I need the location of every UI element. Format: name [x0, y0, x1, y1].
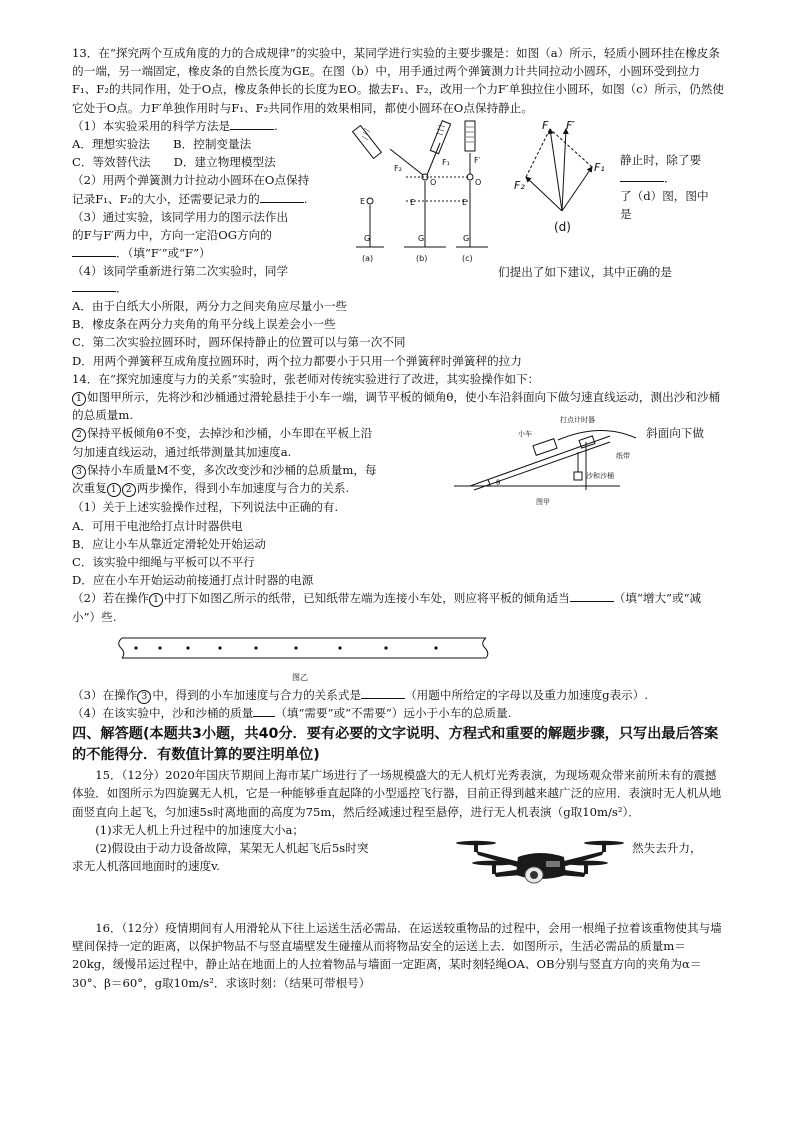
- label-F1: F₁: [442, 157, 450, 167]
- answer-blank[interactable]: [570, 589, 614, 602]
- q13-figure-block: （1）本实验采用的科学方法是 . A．理想实验法 B．控制变量法 C．等效替代法 D．建立物理模型法 （2）用两个弹簧测力计拉动小圆环在O点保持 记录F₁、F₂的大小，还需要记录力的 . （3）通过实验，该同学用力的图示法作出 的F与F′两力中，方向一定沿OG方向的 ．（填“F′”或“F”） （4）该同学重新进行第二次实验时，同学 E G E G O F₂ F₁ E G O F′ (a) (b) (c) F F′ F₁ F₂ (d) 静止时，除了要 ． 了（d）图，图中 是 们提出了如下建议，其中正确的是: [72, 117, 724, 279]
- answer-blank[interactable]: [260, 190, 304, 203]
- q13-p1: （1）本实验采用的科学方法是: [72, 118, 231, 133]
- q14-p3: （3）在操作: [72, 687, 138, 702]
- q13-optB: B．橡皮条在两分力夹角的角平分线上误差会小一些: [72, 317, 336, 332]
- q13-optC: C．第二次实验拉圆环时，圆环保持静止的位置可以与第一次不同: [72, 335, 406, 350]
- caption-yi: 图乙: [292, 672, 308, 682]
- answer-blank[interactable]: [361, 686, 405, 699]
- q14-s3b: 两步操作，得到小车加速度与合力的关系.: [136, 481, 350, 496]
- step-3-marker: 3: [137, 690, 151, 704]
- label-tape: 纸带: [616, 452, 630, 461]
- q15-p2a-right: 然失去升力，: [632, 841, 702, 856]
- q14-s2a: 保持平板倾角θ不变，去掉沙和沙桶，小车即在平板上沿: [87, 426, 373, 441]
- q14-p3c: （用题中所给定的字母以及重力加速度g表示）.: [405, 687, 649, 702]
- answer-blank[interactable]: [72, 244, 116, 257]
- q14-p2b: 中打下如图乙所示的纸带，已知纸带左端为连接小车处，则应将平板的倾角适当: [163, 591, 570, 606]
- q14-s2a-right: 斜面向下做: [646, 426, 704, 441]
- q13-p2a: （2）用两个弹簧测力计拉动小圆环在O点保持: [72, 173, 310, 188]
- label-O: O: [430, 177, 437, 187]
- q13-p3a: （3）通过实验，该同学用力的图示法作出: [72, 209, 289, 224]
- q15-p1: (1)求无人机上升过程中的加速度大小a；: [95, 822, 305, 837]
- q13-p2c: 记录F₁、F₂的大小，还需要记录力的: [72, 191, 260, 206]
- answer-blank[interactable]: [72, 279, 116, 292]
- step-1-marker: 1: [107, 483, 121, 497]
- label-E: E: [410, 197, 416, 207]
- q13-p3b-right: 是: [620, 207, 632, 222]
- label-E: E: [462, 197, 468, 207]
- q14-optD: D．应在小车开始运动前接通打点计时器的电源: [72, 573, 314, 588]
- q14-optA: A．可用干电池给打点计时器供电: [72, 518, 243, 533]
- step-2-marker: 2: [122, 483, 136, 497]
- q14-s2b: 匀加速直线运动，通过纸带测量其加速度a.: [72, 444, 292, 459]
- q14-p2c: （填“增大”或“减小”）些.: [72, 591, 702, 624]
- label-F2: F₂: [514, 178, 525, 192]
- q13-p3c: （填“F′”或“F”）: [127, 246, 211, 261]
- q14-s3b-pre: 次重复: [72, 481, 107, 496]
- label-theta: θ: [496, 479, 501, 488]
- q14-p3b: 中，得到的小车加速度与合力的关系式是: [152, 687, 362, 702]
- caption-d: (d): [554, 219, 571, 234]
- q13-p3b: 的F与F′两力中，方向一定沿OG方向的: [72, 228, 272, 243]
- q14-p4b: （填“需要”或“不需要”）远小于小车的总质量.: [275, 706, 512, 721]
- q13-figure-abc: [350, 119, 500, 269]
- q13-p4a-right: 们提出了如下建议，其中正确的是: [498, 264, 672, 279]
- q14-p2: （2）若在操作: [72, 591, 149, 606]
- q13-stem: 13．在“探究两个互成角度的力的合成规律”的实验中，某同学进行实验的主要步骤是：如图（a）所示，轻质小圆环挂在橡皮条的一端，另一端固定，橡皮条的自然长度为GE。在图（b）中，用手通过两个弹簧测力计共同拉动小圆环，小圆环受到拉力F₁、F₂的共同作用，处于O点，橡皮条伸长的长度为EO。撤去F₁、F₂，改用一个力F′单独拉住小圆环，如图（c）所示，仍然使它处于O点。力F′单独作用时与F₁、F₂共同作用的效果相同，都使小圆环在O点保持静止。: [72, 46, 724, 115]
- q14-p4: （4）在该实验中，沙和沙桶的质量: [72, 706, 254, 721]
- answer-blank[interactable]: [230, 117, 274, 130]
- drone-image: [454, 829, 626, 899]
- q14-s3a: 保持小车质量M不变，多次改变沙和沙桶的总质量m，每: [87, 462, 377, 477]
- q14-p1: （1）关于上述实验操作过程，下列说法中正确的有.: [72, 500, 339, 515]
- caption-jia: 图甲: [536, 498, 550, 507]
- q16-stem: 16．（12分）疫情期间有人用滑轮从下往上运送生活必需品．在运送较重物品的过程中，会用一根绳子拉着该重物使其与墙壁间保持一定的距离，以保护物品不与竖直墙壁发生碰撞从而将物品安全的运送上去．如图所示，生活必需品的质量m＝20kg，缓慢吊运过程中，静止站在地面上的人拉着物品与墙面一定距离，某时刻轻绳OA、OB分别与竖直方向的夹角为α＝30°、β＝60°，g取10m/s²．求该时刻：（结果可带根号）: [72, 921, 722, 990]
- q13-p3a-right: 了（d）图，图中: [620, 189, 709, 204]
- q14-figure-yi: [72, 626, 724, 686]
- step-1-marker: 1: [72, 392, 86, 406]
- q14-optC: C．该实验中细绳与平板可以不平行: [72, 555, 255, 570]
- q13-p4a: （4）该同学重新进行第二次实验时，同学: [72, 264, 289, 279]
- q14-s1: 如图甲所示，先将沙和沙桶通过滑轮悬挂于小车一端，调节平板的倾角θ，使小车沿斜面向下做匀速直线运动，测出沙和沙桶的总质量m.: [72, 390, 721, 423]
- tape-strip: [116, 634, 496, 686]
- q14-stem: 14．在“探究加速度与力的关系”实验时，张老师对传统实验进行了改进，其实验操作如下：: [72, 371, 540, 386]
- label-car: 小车: [518, 430, 532, 439]
- q13-figure-d: [506, 119, 616, 239]
- step-3-marker: 3: [72, 465, 86, 479]
- exam-page: 13．在“探究两个互成角度的力的合成规律”的实验中，某同学进行实验的主要步骤是：如图（a）所示，轻质小圆环挂在橡皮条的一端，另一端固定，橡皮条的自然长度为GE。在图（b）中，用手通过两个弹簧测力计共同拉动小圆环，小圆环受到拉力F₁、F₂的共同作用，处于O点，橡皮条伸长的长度为EO。撤去F₁、F₂，改用一个力F′单独拉住小圆环，如图（c）所示，仍然使它处于O点。力F′单独作用时与F₁、F₂共同作用的效果相同，都使小圆环在O点保持静止。 （1）本实验采用的科学方法是 . A．理想实验法 B．控制变量法 C．等效替代法 D．建立物理模型法 （2）用两个弹簧测力计拉动小圆环在O点保持 记录F₁、F₂的大小，还需要记录力的 . （3）通过实验，该同学用力的图示法作出 的F与F′两力中，方向一定沿OG方向的 ．（填“F′”或“F”） （4）该同学重新进行第二次实验时，同学 E G E G O F₂ F₁ E G O F′ (a) (b) (c) F F′ F₁ F₂ (d) 静止时，除了要 ． 了（d）图，图中 是 们提出了如下建议，其中正确的是 ． A．由于白纸大小所限，两分力之间夹角应尽量小一些 B．橡皮条在两分力夹角的角平分线上误差会小一些 C．第二次实验拉圆环时，圆环保持静止的位置可以与第一次不同 D．用两个弹簧秤互成角度拉圆环时，两个拉力都要小于只用一个弹簧秤时弹簧秤的拉力 14．在“探究加速度与力的关系”实验时，张老师对传统实验进行了改进，其实验操作如下： 1 如图甲所示，先将沙和沙桶通过滑轮悬挂于小车一端，调节平板的倾角θ，使小车沿斜面向下做匀速直线运动，测出沙和沙桶的总质量m. 2 保持平板倾角θ不变，去掉沙和沙桶，小车即在平板上沿 匀加速直线运动，通过纸带测量其加速度a. 3 保持小车质量M不变，多次改变沙和沙桶的总质量m，每 次重复 1 2 两步操作，得到小车加速度与合力的关系. 打点计时器 小车 纸带 沙和沙桶 θ 图甲 斜面向下做 （1）关于上述实验操作过程，下列说法中正确的有. A．可用干电池给打点计时器供电 B．应让小车从靠近定滑轮处开始运动 C．该实验中细绳与平板可以不平行 D．应在小车开始运动前接通打点计时器的电源 （2）若在操作 1 中打下如图乙所示的纸带，已知纸带左端为连接小车处，则应将平板的倾角适当 （填“增大”或“减小”）些. 图乙 （3）在操作 3 中，得到的小车加速度与合力的关系式是 （用题中所给定的字母以及重力加速度g表示）. （4）在该实验中，沙和沙桶的质量 （填“需要”或“不需要”）远小于小车的总质量. 四、解答题(本题共3小题，共40分．要有必要的文字说明、方程式和重要的解题步骤，只写出最后答案的不能得分．有数值计算的要注明单位) 15．（12分）2020年国庆节期间上海市某广场进行了一场规模盛大的无人机灯光秀表演，为现场观众带来前所未有的震撼体验．如图所示为四旋翼无人机，它是一种能够垂直起降的小型遥控飞行器，目前正得到越来越广泛的应用．表演时无人机从地面竖直向上起飞，匀加速5s时离地面的高度为75m，然后经减速过程至悬停，进行无人机表演（g取10m/s²）． (1)求无人机上升过程中的加速度大小a； (2)假设由于动力设备故障，某架无人机起飞后5s时突 求无人机落回地面时的速度v. 然失去升力， 16．（12分）疫情期间有人用滑轮从下往上运送生活必需品．在运送较重物品的过程中，会用一根绳子拉着该重物使其与墙壁间保持一定的距离，以保护物品不与竖直墙壁发生碰撞从而将物品安全的运送上去．如图所示，生活必需品的质量m＝20kg，缓慢吊运过程中，静止站在地面上的人拉着物品与墙面一定距离，某时刻轻绳OA、OB分别与竖直方向的夹角为α＝30°、β＝60°，g取10m/s²．求该时刻：（结果可带根号）: [72, 44, 724, 992]
- q15-p2a: (2)假设由于动力设备故障，某架无人机起飞后5s时突: [95, 841, 369, 856]
- label-F1: F₁: [594, 160, 605, 174]
- answer-blank[interactable]: [620, 169, 664, 182]
- caption-b: (b): [416, 253, 428, 263]
- caption-c: (c): [462, 253, 473, 263]
- q13-opt1: A．理想实验法 B．控制变量法: [72, 137, 252, 152]
- label-Fp: F′: [566, 118, 575, 132]
- q14-figure-jia: [450, 412, 640, 508]
- label-F: F: [542, 118, 549, 132]
- label-Fp: F′: [474, 155, 481, 165]
- q14-figure-block: [72, 416, 724, 507]
- caption-a: (a): [362, 253, 374, 263]
- step-1-marker: 1: [149, 593, 163, 607]
- answer-blank[interactable]: [253, 704, 275, 717]
- label-timer: 打点计时器: [560, 416, 595, 425]
- section-title: 四、解答题(本题共3小题，共40分．要有必要的文字说明、方程式和重要的解题步骤，只写出最后答案的不能得分．有数值计算的要注明单位): [72, 726, 719, 764]
- q13-opt2: C．等效替代法 D．建立物理模型法: [72, 155, 276, 170]
- label-F2: F₂: [394, 163, 402, 173]
- label-O: O: [475, 177, 482, 187]
- q14-optB: B．应让小车从靠近定滑轮处开始运动: [72, 536, 267, 551]
- step-2-marker: 2: [72, 428, 86, 442]
- label-G: G: [364, 233, 371, 243]
- label-G: G: [463, 233, 470, 243]
- q15-stem: 15．（12分）2020年国庆节期间上海市某广场进行了一场规模盛大的无人机灯光秀表演，为现场观众带来前所未有的震撼体验．如图所示为四旋翼无人机，它是一种能够垂直起降的小型遥控飞行器，目前正得到越来越广泛的应用．表演时无人机从地面竖直向上起飞，匀加速5s时离地面的高度为75m，然后经减速过程至悬停，进行无人机表演（g取10m/s²）．: [72, 768, 722, 819]
- q13-p2b-right: 静止时，除了要: [620, 152, 702, 167]
- q15-p2b: 求无人机落回地面时的速度v.: [72, 859, 220, 874]
- q13-optA: A．由于白纸大小所限，两分力之间夹角应尽量小一些: [72, 299, 348, 314]
- q13-optD: D．用两个弹簧秤互成角度拉圆环时，两个拉力都要小于只用一个弹簧秤时弹簧秤的拉力: [72, 353, 522, 368]
- label-G: G: [418, 233, 425, 243]
- label-sand: 沙和沙桶: [586, 472, 614, 481]
- label-E: E: [360, 196, 366, 206]
